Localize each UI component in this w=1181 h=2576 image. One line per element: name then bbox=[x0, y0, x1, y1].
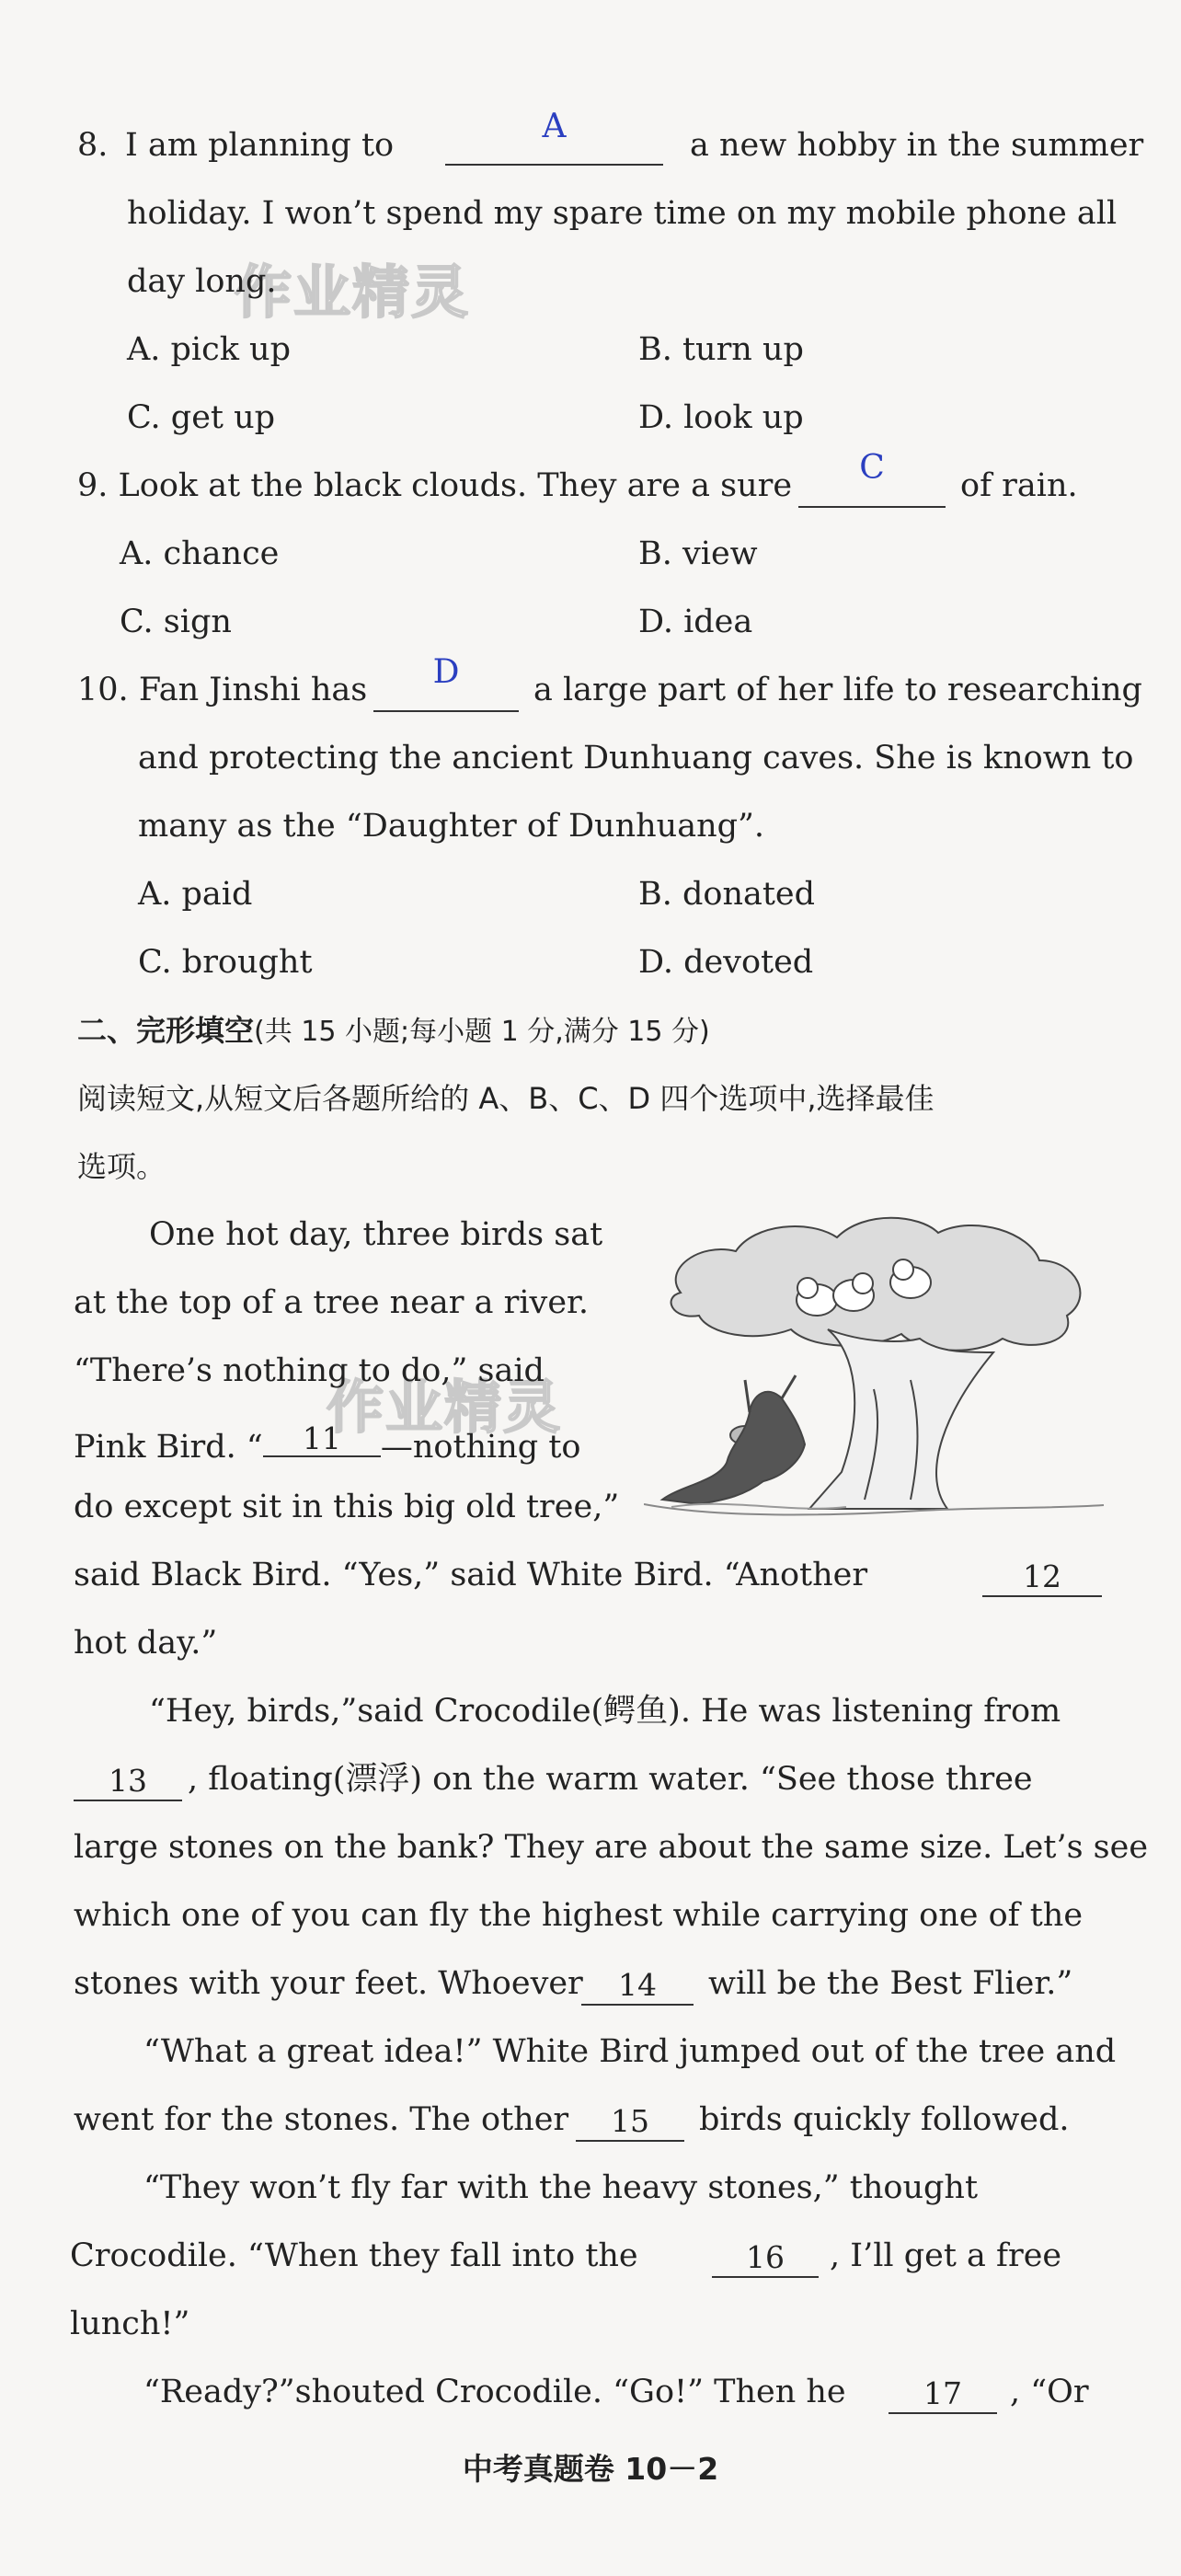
watermark: 作业精灵 bbox=[327, 1374, 563, 1441]
blank-14 bbox=[581, 1967, 694, 2006]
passage-line: which one of you can fly the highest while carrying one of the bbox=[74, 1897, 1084, 1934]
passage-line: , I’ll get a free bbox=[830, 2237, 1062, 2274]
blank-number: 11 bbox=[302, 1420, 341, 1456]
section-header bbox=[77, 1010, 710, 1052]
question-10-line3: many as the “Daughter of Dunhuang”. bbox=[138, 808, 765, 845]
handwritten-answer: A bbox=[542, 108, 567, 145]
passage-line: , floating(漂浮) on the warm water. “See those three bbox=[188, 1761, 1033, 1798]
passage-line: hot day.” bbox=[74, 1625, 218, 1662]
tree-trunk bbox=[809, 1329, 993, 1509]
answer-blank bbox=[445, 108, 663, 166]
passage-text: Pink Bird. “ bbox=[74, 1429, 263, 1466]
passage-line: will be the Best Flier.” bbox=[708, 1965, 1073, 2002]
section-instruction: 选项。 bbox=[77, 1149, 166, 1184]
passage-text: went for the stones. The other bbox=[74, 2101, 569, 2138]
question-number: 8. bbox=[77, 127, 109, 164]
option-d: D. idea bbox=[638, 604, 753, 640]
passage-text: stones with your feet. Whoever bbox=[74, 1965, 583, 2002]
question-9-line1 bbox=[77, 466, 792, 506]
blank-number: 13 bbox=[109, 1763, 147, 1799]
passage-line bbox=[143, 2372, 846, 2412]
section-instruction: 阅读短文,从短文后各题所给的 A、B、C、D 四个选项中,选择最佳 bbox=[77, 1081, 934, 1116]
question-number: 10. bbox=[77, 672, 129, 708]
option-c: C. brought bbox=[138, 944, 313, 981]
passage-text: Crocodile. “When they fall into the bbox=[70, 2237, 638, 2274]
passage-line bbox=[74, 1963, 583, 2004]
question-text: Look at the black clouds. They are a sure bbox=[118, 467, 793, 504]
question-10-line1 bbox=[77, 670, 367, 710]
passage-line: lunch!” bbox=[70, 2306, 190, 2342]
passage-line bbox=[74, 1555, 867, 1595]
option-a: A. chance bbox=[120, 535, 280, 572]
question-text: of rain. bbox=[960, 467, 1078, 504]
section-title: 二、完形填空 bbox=[77, 1013, 255, 1048]
page-footer: 中考真题卷 10－2 bbox=[462, 2451, 719, 2487]
blank-number: 17 bbox=[923, 2375, 962, 2411]
passage-line: “What a great idea!” White Bird jumped out of the tree and bbox=[143, 2033, 1117, 2070]
passage-line: large stones on the bank? They are about the same size. Let’s see bbox=[74, 1829, 1149, 1866]
question-text: I am planning to bbox=[125, 127, 395, 164]
passage-line: “There’s nothing to do,” said bbox=[74, 1352, 545, 1389]
question-text: a new hobby in the summer bbox=[690, 127, 1144, 164]
option-d: D. look up bbox=[638, 399, 804, 436]
question-8-line1 bbox=[77, 108, 1144, 166]
blank-13 bbox=[74, 1763, 182, 1801]
handwritten-answer: C bbox=[859, 449, 885, 487]
answer-blank bbox=[373, 653, 519, 712]
blank-number: 12 bbox=[1023, 1558, 1061, 1594]
passage-text: —nothing to bbox=[380, 1429, 581, 1466]
answer-blank bbox=[798, 449, 946, 508]
passage-line bbox=[74, 2099, 568, 2140]
blank-number: 14 bbox=[618, 1967, 657, 2003]
crocodile bbox=[662, 1392, 805, 1504]
option-a: A. paid bbox=[138, 876, 253, 913]
blank-11 bbox=[263, 1419, 381, 1457]
passage-line bbox=[70, 2236, 638, 2276]
option-b: B. turn up bbox=[638, 331, 804, 368]
question-8-line2: holiday. I won’t spend my spare time on my mobile phone all bbox=[127, 195, 1118, 232]
passage-text: “Ready?”shouted Crocodile. “Go!” Then he bbox=[143, 2374, 846, 2410]
passage-line: , “Or bbox=[1010, 2374, 1089, 2410]
option-c: C. sign bbox=[120, 604, 232, 640]
option-b: B. donated bbox=[638, 876, 816, 913]
passage-line: “Hey, birds,”said Crocodile(鳄鱼). He was listening from bbox=[149, 1693, 1061, 1730]
blank-16 bbox=[712, 2239, 819, 2278]
passage-line: birds quickly followed. bbox=[699, 2101, 1070, 2138]
passage-line bbox=[74, 1419, 580, 1467]
section-subtitle: (共 15 小题;每小题 1 分,满分 15 分) bbox=[254, 1016, 710, 1048]
passage-line: at the top of a tree near a river. bbox=[74, 1284, 590, 1321]
question-text: a large part of her life to researching bbox=[533, 672, 1142, 708]
tree-canopy bbox=[671, 1218, 1081, 1351]
passage-line: “They won’t fly far with the heavy stones,” thought bbox=[143, 2169, 979, 2206]
watermark: 作业精灵 bbox=[235, 259, 471, 326]
option-a: A. pick up bbox=[127, 331, 292, 368]
option-d: D. devoted bbox=[638, 944, 814, 981]
blank-15 bbox=[576, 2103, 684, 2142]
blank-17 bbox=[889, 2375, 997, 2414]
crocodile-birds-illustration bbox=[644, 1205, 1113, 1527]
blank-number: 16 bbox=[746, 2239, 785, 2275]
passage-text: said Black Bird. “Yes,” said White Bird. “Another bbox=[74, 1557, 868, 1593]
question-10-line2: and protecting the ancient Dunhuang caves. She is known to bbox=[138, 740, 1134, 776]
handwritten-answer: D bbox=[432, 653, 460, 691]
blank-number: 15 bbox=[611, 2103, 649, 2139]
passage-line: do except sit in this big old tree,” bbox=[74, 1489, 620, 1525]
question-number: 9. bbox=[77, 467, 109, 504]
blank-12 bbox=[982, 1558, 1102, 1597]
question-text: Fan Jinshi has bbox=[138, 672, 368, 708]
question-8-line3: day long. bbox=[127, 263, 277, 300]
option-b: B. view bbox=[638, 535, 758, 572]
option-c: C. get up bbox=[127, 399, 276, 436]
passage-line: One hot day, three birds sat bbox=[149, 1216, 603, 1253]
